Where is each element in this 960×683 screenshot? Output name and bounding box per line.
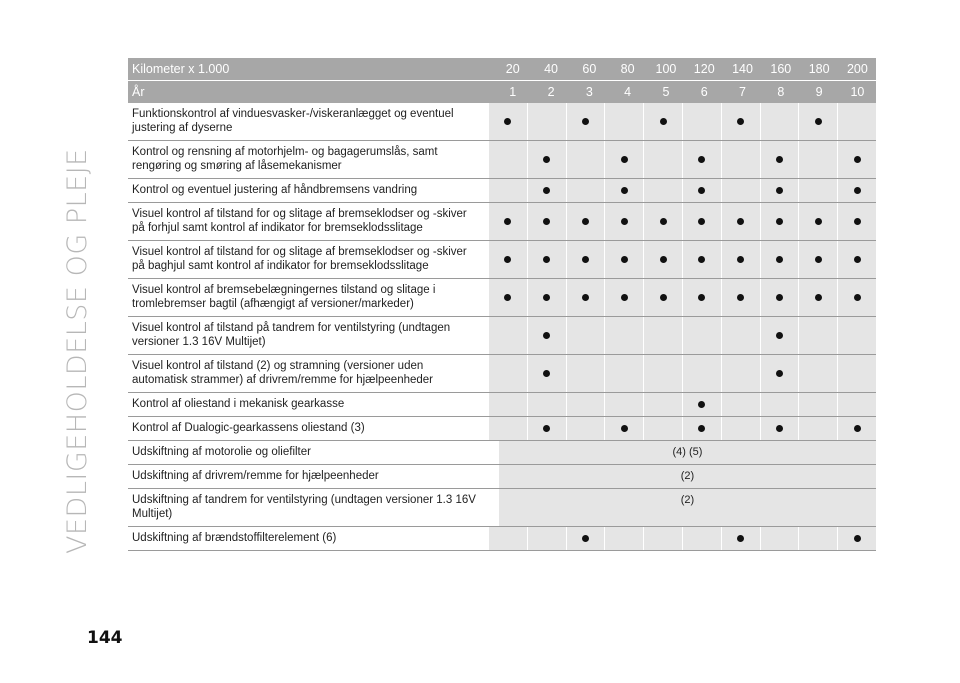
check-dot-icon	[621, 294, 628, 301]
interval-cell	[683, 527, 721, 550]
interval-cell	[567, 203, 605, 240]
interval-cell	[644, 317, 682, 354]
interval-cell	[722, 527, 760, 550]
check-dot-icon	[737, 256, 744, 263]
interval-cell	[722, 141, 760, 178]
interval-cell	[838, 317, 876, 354]
interval-cell	[528, 179, 566, 202]
year-header-cell: 9	[815, 85, 823, 99]
interval-cell	[838, 203, 876, 240]
year-header-cell: 2	[547, 85, 555, 99]
table-row	[128, 465, 876, 489]
check-dot-icon	[621, 156, 628, 163]
interval-cell	[683, 241, 721, 278]
check-dot-icon	[543, 187, 550, 194]
check-dot-icon	[854, 294, 861, 301]
year-header-cell: 5	[662, 85, 670, 99]
interval-cells	[488, 355, 876, 392]
km-header-cell: 20	[505, 62, 520, 76]
interval-cell	[489, 527, 527, 550]
check-dot-icon	[698, 401, 705, 408]
check-dot-icon	[504, 118, 511, 125]
check-dot-icon	[621, 256, 628, 263]
interval-cell	[644, 179, 682, 202]
interval-cells	[498, 441, 876, 464]
interval-cell	[761, 103, 799, 140]
interval-cell	[761, 241, 799, 278]
interval-cell	[567, 279, 605, 316]
task-description: Kontrol af Dualogic-gearkassens oliestand (3)	[132, 422, 365, 434]
check-dot-icon	[815, 118, 822, 125]
header-row-km	[128, 58, 876, 80]
km-header-cell: 120	[693, 62, 715, 76]
interval-cell	[799, 241, 837, 278]
interval-cell	[489, 241, 527, 278]
check-dot-icon	[776, 370, 783, 377]
interval-cell	[683, 203, 721, 240]
km-header-cell: 100	[655, 62, 677, 76]
interval-cell	[567, 417, 605, 440]
interval-cell	[644, 279, 682, 316]
interval-cell	[683, 393, 721, 416]
check-dot-icon	[504, 256, 511, 263]
interval-cell	[799, 355, 837, 392]
interval-cell	[838, 141, 876, 178]
interval-cell	[838, 393, 876, 416]
interval-cell	[489, 355, 527, 392]
interval-cell	[605, 103, 643, 140]
task-description: Udskiftning af drivrem/remme for hjælpeenheder	[132, 470, 379, 482]
task-description: Visuel kontrol af tilstand for og slitage af bremseklodser og -skiver på baghjul samt kontrol af indikator for bremseklodsslitage	[132, 246, 467, 272]
interval-cells	[488, 203, 876, 240]
interval-cell	[528, 317, 566, 354]
table-row	[128, 241, 876, 279]
check-dot-icon	[543, 256, 550, 263]
interval-cell	[528, 279, 566, 316]
km-header-cell: 80	[620, 62, 635, 76]
task-description: Udskiftning af motorolie og oliefilter	[132, 446, 311, 458]
km-header-cell: 60	[582, 62, 597, 76]
check-dot-icon	[543, 425, 550, 432]
note-reference: (2)	[499, 465, 876, 488]
interval-cell	[644, 141, 682, 178]
interval-cell	[528, 241, 566, 278]
interval-cell	[722, 279, 760, 316]
check-dot-icon	[543, 294, 550, 301]
interval-cells	[488, 317, 876, 354]
check-dot-icon	[543, 332, 550, 339]
interval-cell	[838, 527, 876, 550]
interval-cell	[528, 103, 566, 140]
check-dot-icon	[621, 187, 628, 194]
interval-cell	[489, 417, 527, 440]
table-row	[128, 141, 876, 179]
interval-cell	[761, 355, 799, 392]
task-description: Funktionskontrol af vinduesvasker-/viskeranlægget og eventuel justering af dyserne	[132, 108, 454, 134]
check-dot-icon	[698, 425, 705, 432]
check-dot-icon	[854, 218, 861, 225]
maintenance-table	[128, 58, 876, 551]
task-description: Visuel kontrol af bremsebelægningernes tilstand og slitage i tromlebremser bagtil (afhængigt af versioner/markeder)	[132, 284, 436, 310]
check-dot-icon	[776, 218, 783, 225]
task-description: Udskiftning af tandrem for ventilstyring (undtagen versioner 1.3 16V Multijet)	[132, 494, 476, 520]
task-description: Visuel kontrol af tilstand (2) og stramning (versioner uden automatisk strammer) af drivrem/remme for hjælpeenheder	[132, 360, 434, 386]
check-dot-icon	[737, 118, 744, 125]
year-header-cell: 7	[739, 85, 746, 99]
interval-cell	[799, 103, 837, 140]
check-dot-icon	[737, 535, 744, 542]
check-dot-icon	[698, 156, 705, 163]
check-dot-icon	[582, 256, 589, 263]
table-row	[128, 393, 876, 417]
interval-cell	[683, 355, 721, 392]
check-dot-icon	[698, 187, 705, 194]
check-dot-icon	[854, 256, 861, 263]
interval-cell	[528, 417, 566, 440]
table-row	[128, 355, 876, 393]
interval-cell	[644, 203, 682, 240]
interval-cell	[799, 203, 837, 240]
check-dot-icon	[582, 294, 589, 301]
interval-cell	[761, 393, 799, 416]
interval-cell	[722, 241, 760, 278]
interval-cell	[722, 417, 760, 440]
table-row	[128, 527, 876, 551]
interval-cell	[683, 103, 721, 140]
interval-cell	[567, 355, 605, 392]
check-dot-icon	[660, 294, 667, 301]
interval-cells	[488, 141, 876, 178]
interval-cell	[761, 141, 799, 178]
table-row	[128, 279, 876, 317]
check-dot-icon	[582, 118, 589, 125]
interval-cells	[488, 241, 876, 278]
check-dot-icon	[698, 256, 705, 263]
check-dot-icon	[776, 425, 783, 432]
interval-cell	[761, 527, 799, 550]
interval-cell	[722, 317, 760, 354]
check-dot-icon	[698, 294, 705, 301]
interval-cells	[488, 103, 876, 140]
interval-cell	[528, 355, 566, 392]
check-dot-icon	[582, 535, 589, 542]
interval-cell	[567, 527, 605, 550]
check-dot-icon	[543, 156, 550, 163]
interval-cell	[489, 317, 527, 354]
check-dot-icon	[815, 256, 822, 263]
interval-cell	[799, 141, 837, 178]
interval-cell	[644, 417, 682, 440]
check-dot-icon	[660, 218, 667, 225]
km-header-cell: 200	[846, 62, 868, 76]
header-row-year	[128, 80, 876, 103]
interval-cells	[488, 393, 876, 416]
interval-cell	[683, 141, 721, 178]
interval-cell	[528, 203, 566, 240]
interval-cell	[489, 279, 527, 316]
interval-cell	[838, 103, 876, 140]
check-dot-icon	[854, 156, 861, 163]
check-dot-icon	[543, 218, 550, 225]
interval-cell	[567, 103, 605, 140]
task-description: Kontrol af oliestand i mekanisk gearkasse	[132, 398, 345, 410]
interval-cell	[799, 393, 837, 416]
table-row	[128, 317, 876, 355]
interval-cell	[605, 179, 643, 202]
task-description: Visuel kontrol af tilstand på tandrem for ventilstyring (undtagen versioner 1.3 16V Multijet)	[132, 322, 451, 348]
interval-cell	[605, 279, 643, 316]
interval-cell	[489, 179, 527, 202]
km-label: Kilometer x 1.000	[132, 62, 230, 76]
interval-cell	[605, 203, 643, 240]
km-header-cell: 140	[732, 62, 753, 76]
year-label: År	[132, 85, 145, 99]
year-header-cell: 3	[585, 85, 593, 99]
check-dot-icon	[854, 425, 861, 432]
interval-cell	[799, 279, 837, 316]
check-dot-icon	[582, 218, 589, 225]
interval-cell	[489, 141, 527, 178]
interval-cell	[605, 393, 643, 416]
interval-cell	[605, 241, 643, 278]
interval-cell	[838, 417, 876, 440]
interval-cell	[644, 241, 682, 278]
interval-cells	[488, 279, 876, 316]
table-row	[128, 203, 876, 241]
interval-cell	[838, 241, 876, 278]
year-header-cell: 10	[850, 85, 865, 99]
year-header-cell: 6	[700, 85, 708, 99]
task-description: Visuel kontrol af tilstand for og slitage af bremseklodser og -skiver på forhjul samt kontrol af indikator for bremseklodsslitage	[132, 208, 467, 234]
check-dot-icon	[854, 535, 861, 542]
interval-cell	[761, 179, 799, 202]
interval-cell	[528, 527, 566, 550]
page-number: 144	[87, 628, 123, 648]
interval-cell	[489, 203, 527, 240]
km-header-cell: 40	[544, 62, 558, 76]
interval-cell	[605, 527, 643, 550]
interval-cell	[605, 317, 643, 354]
interval-cell	[799, 179, 837, 202]
interval-cells	[498, 465, 876, 488]
check-dot-icon	[660, 256, 667, 263]
check-dot-icon	[776, 332, 783, 339]
interval-cell	[838, 355, 876, 392]
interval-cell	[605, 355, 643, 392]
check-dot-icon	[776, 294, 783, 301]
interval-cell	[761, 417, 799, 440]
interval-cell	[605, 141, 643, 178]
check-dot-icon	[776, 256, 783, 263]
check-dot-icon	[621, 218, 628, 225]
interval-cell	[761, 317, 799, 354]
interval-cell	[683, 179, 721, 202]
interval-cell	[489, 103, 527, 140]
check-dot-icon	[815, 218, 822, 225]
interval-cell	[722, 355, 760, 392]
interval-cell	[799, 317, 837, 354]
km-header-cell: 180	[808, 62, 830, 76]
interval-cell	[799, 527, 837, 550]
check-dot-icon	[815, 294, 822, 301]
interval-cell	[683, 317, 721, 354]
task-description: Kontrol og rensning af motorhjelm- og bagagerumslås, samt rengøring og smøring af låsemekanismer	[132, 146, 438, 172]
check-dot-icon	[737, 218, 744, 225]
check-dot-icon	[543, 370, 550, 377]
interval-cell	[567, 393, 605, 416]
check-dot-icon	[776, 156, 783, 163]
interval-cell	[838, 279, 876, 316]
interval-cell	[722, 179, 760, 202]
table-body	[128, 103, 876, 551]
check-dot-icon	[621, 425, 628, 432]
table-row	[128, 417, 876, 441]
interval-cell	[567, 179, 605, 202]
interval-cell	[644, 393, 682, 416]
interval-cells	[498, 489, 876, 526]
check-dot-icon	[504, 218, 511, 225]
year-header-cell: 8	[777, 85, 785, 99]
interval-cell	[683, 279, 721, 316]
check-dot-icon	[660, 118, 667, 125]
task-description: Kontrol og eventuel justering af håndbremsens vandring	[132, 184, 418, 196]
check-dot-icon	[854, 187, 861, 194]
interval-cell	[567, 241, 605, 278]
interval-cell	[567, 141, 605, 178]
check-dot-icon	[776, 187, 783, 194]
table-row	[128, 489, 876, 527]
check-dot-icon	[737, 294, 744, 301]
task-description: Udskiftning af brændstoffilterelement (6)	[132, 532, 337, 544]
interval-cell	[722, 203, 760, 240]
interval-cell	[722, 103, 760, 140]
interval-cell	[528, 141, 566, 178]
section-title: VEDLIGEHOLDELSE OG PLEJE	[62, 148, 93, 554]
interval-cell	[528, 393, 566, 416]
interval-cell	[683, 417, 721, 440]
interval-cells	[488, 527, 876, 550]
note-reference: (4) (5)	[499, 441, 876, 464]
table-row	[128, 103, 876, 141]
year-header-cell: 1	[509, 85, 517, 99]
interval-cell	[644, 355, 682, 392]
interval-cell	[761, 203, 799, 240]
interval-cell	[644, 527, 682, 550]
year-header-cell: 4	[624, 85, 632, 99]
km-header-cell: 160	[770, 62, 792, 76]
interval-cell	[761, 279, 799, 316]
interval-cell	[489, 393, 527, 416]
note-reference: (2)	[499, 489, 876, 526]
interval-cell	[722, 393, 760, 416]
interval-cell	[799, 417, 837, 440]
interval-cells	[488, 417, 876, 440]
interval-cell	[838, 179, 876, 202]
table-row	[128, 179, 876, 203]
interval-cell	[605, 417, 643, 440]
table-row	[128, 441, 876, 465]
interval-cell	[644, 103, 682, 140]
check-dot-icon	[698, 218, 705, 225]
check-dot-icon	[504, 294, 511, 301]
interval-cells	[488, 179, 876, 202]
interval-cell	[567, 317, 605, 354]
